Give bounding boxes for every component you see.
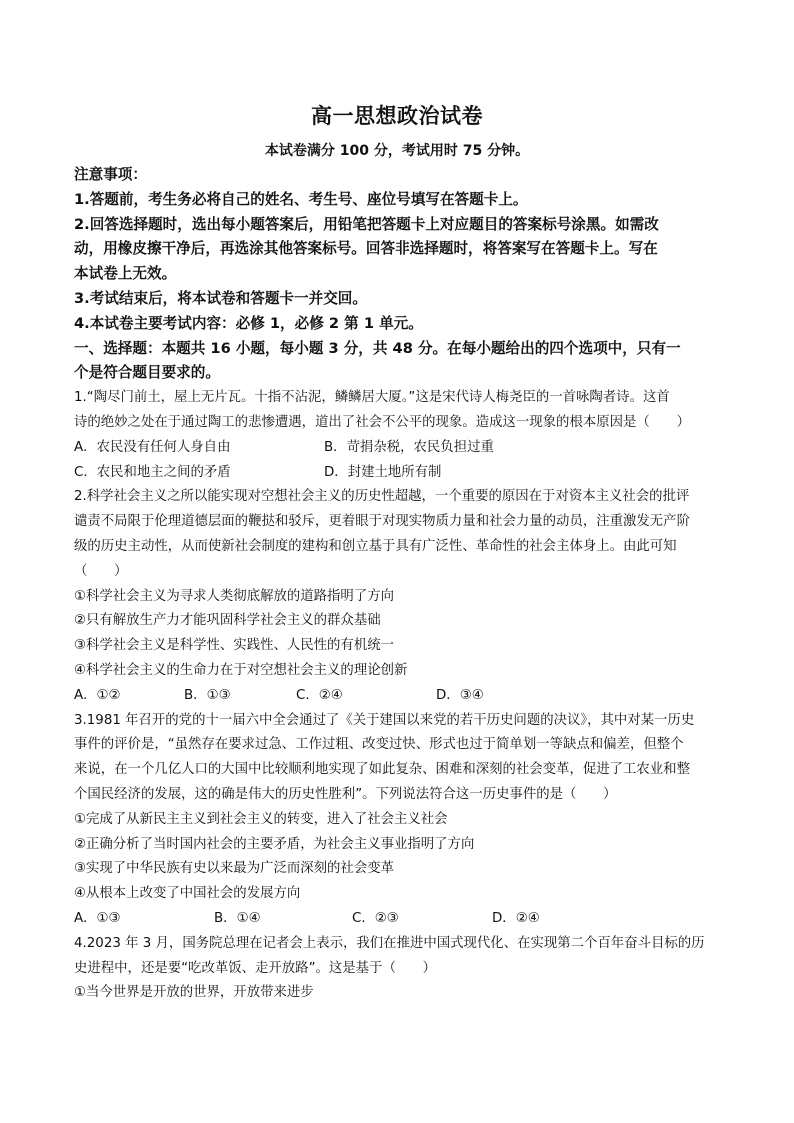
question-2-text: 谴责不局限于伦理道德层面的鞭挞和驳斥，更着眼于对现实物质力量和社会力量的动员，注重激发无产阶 [74,514,690,530]
statement: ④从根本上改变了中国社会的发展方向 [74,886,301,902]
question-1-options-row [74,436,724,461]
statement: ②正确分析了当时国内社会的主要矛盾，为社会主义事业指明了方向 [74,836,475,852]
question-3-text: 事件的评价是，“虽然存在要求过急、工作过粗、改变过快、形式也过于简单划一等缺点和偏差，但整个 [74,737,684,753]
statement: ②只有解放生产力才能巩固科学社会主义的群众基础 [74,613,381,629]
notice-item: 动，用橡皮擦干净后，再选涂其他答案标号。回答非选择题时，将答案写在答题卡上。写在 [74,240,658,258]
question-1-text: 诗的绝妙之处在于通过陶工的悲惨遭遇，道出了社会不公平的现象。造成这一现象的根本原因是（ ） [74,414,690,430]
option-b: B．①④ [214,910,261,926]
question-2-text: （ ） [74,563,128,579]
question-3-text: 个国民经济的发展，这的确是伟大的历史性胜利”。下列说法符合这一历史事件的是（ ） [74,786,617,802]
notice-item: 4.本试卷主要考试内容：必修 1，必修 2 第 1 单元。 [74,314,423,332]
section-heading: 一、选择题：本题共 16 小题，每小题 3 分，共 48 分。在每小题给出的四个选项中，只有一 [74,339,681,357]
statement: ①科学社会主义为寻求人类彻底解放的道路指明了方向 [74,588,394,604]
option-d: D．③④ [436,687,484,703]
notice-item: 3.考试结束后，将本试卷和答题卡一并交回。 [74,289,367,307]
option-c: C．②④ [296,687,343,703]
statement: ③实现了中华民族有史以来最为广泛而深刻的社会变革 [74,861,394,877]
statement: ④科学社会主义的生命力在于对空想社会主义的理论创新 [74,662,408,678]
exam-title: 高一思想政治试卷 [311,104,483,128]
statement: ①完成了从新民主主义到社会主义的转变，进入了社会主义社会 [74,811,448,827]
notice-item: 2.回答选择题时，选出每小题答案后，用铅笔把答题卡上对应题目的答案标号涂黑。如需改 [74,215,659,233]
question-4-text: 4.2023 年 3 月，国务院总理在记者会上表示，我们在推进中国式现代化、在实现第二个百年奋斗目标的历 [74,935,705,951]
option-a: A．农民没有任何人身自由 [74,439,231,455]
option-c: C．农民和地主之间的矛盾 [74,464,231,480]
question-3-options-row [74,907,724,932]
question-3-text: 3.1981 年召开的党的十一届六中全会通过了《关于建国以来党的若干历史问题的决议》，其中对某一历史 [74,712,695,728]
notice-heading: 注意事项： [74,166,147,183]
question-2-text: 级的历史主动性，从而使新社会制度的建构和创立基于具有广泛性、革命性的社会主体身上。由此可知 [74,538,677,554]
option-a: A．①③ [74,910,121,926]
question-1-text: 1.“陶尽门前土，屋上无片瓦。十指不沾泥，鳞鳞居大厦。”这是宋代诗人梅尧臣的一首咏陶者诗。这首 [74,390,670,406]
statement: ③科学社会主义是科学性、实践性、人民性的有机统一 [74,638,394,654]
option-b: B．①③ [184,687,231,703]
section-heading: 个是符合题目要求的。 [74,364,220,382]
question-1-options-row [74,461,724,486]
option-d: D．②④ [492,910,540,926]
notice-item: 本试卷上无效。 [74,265,177,283]
option-c: C．②③ [352,910,399,926]
exam-body [74,163,724,1006]
notice-item: 1.答题前，考生务必将自己的姓名、考生号、座位号填写在答题卡上。 [74,190,528,208]
exam-subtitle: 本试卷满分 100 分，考试用时 75 分钟。 [264,143,530,159]
statement: ①当今世界是开放的世界，开放带来进步 [74,985,314,1001]
option-d: D．封建土地所有制 [324,464,442,480]
question-4-text: 史进程中，还是要“吃改革饭、走开放路”。这是基于（ ） [74,960,437,976]
option-a: A．①② [74,687,121,703]
question-2-text: 2.科学社会主义之所以能实现对空想社会主义的历史性超越，一个重要的原因在于对资本主义社会的批评 [74,489,690,505]
question-3-text: 来说，在一个几亿人口的大国中比较顺利地实现了如此复杂、困难和深刻的社会变革，促进了工农业和整 [74,762,690,778]
question-2-options-row [74,684,724,709]
option-b: B．苛捐杂税，农民负担过重 [324,439,494,455]
